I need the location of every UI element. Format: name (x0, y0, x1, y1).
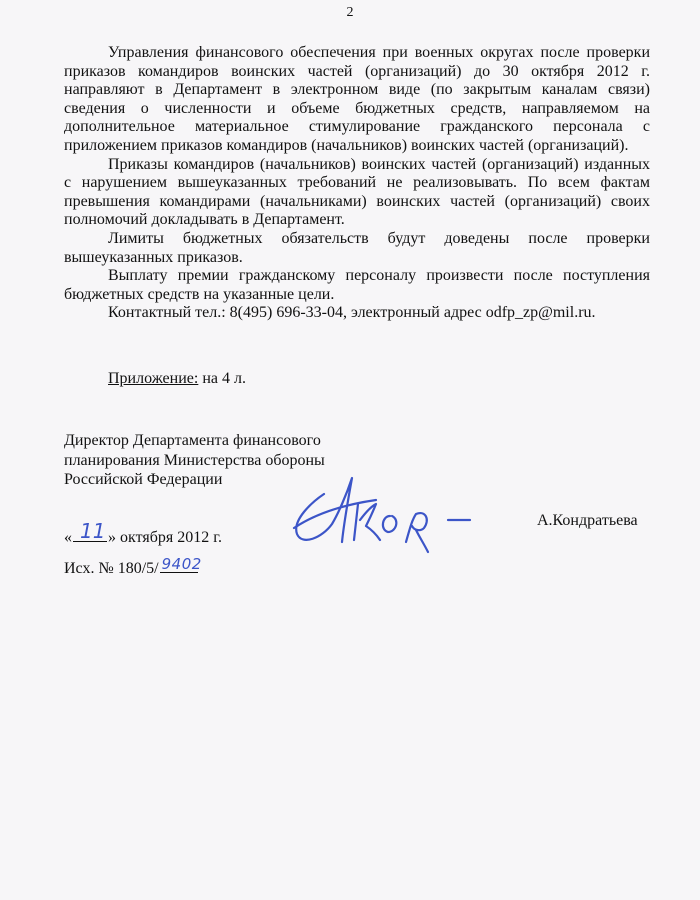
page-number: 2 (346, 5, 354, 20)
signatory-title-line-3: Российской Федерации (64, 471, 223, 488)
reference-prefix: Исх. № 180/5/ (64, 560, 159, 577)
paragraph-submission: Управления финансового обеспечения при военных округах после проверки приказов командиров воинских частей (организаций) до 30 октября 2012 г. направляют в Департамент в электронном виде (по закрытым каналам связи) сведения о численности и объеме бюджетных средств, направляемом на дополнительное материальное стимулирование гражданского персонала с приложением приказов командиров (начальников) воинских частей (организаций). (64, 44, 650, 154)
appendix-line (108, 370, 246, 388)
paragraph-bonus-payment: Выплату премии гражданскому персоналу произвести после поступления бюджетных средств на указанные цели. (64, 267, 650, 303)
date-month-year: октября 2012 г. (120, 529, 222, 546)
signatory-title-line-2: планирования Министерства обороны (64, 451, 325, 469)
handwritten-reference-number: 9402 (161, 555, 202, 573)
paragraph-orders: Приказы командиров (начальников) воинских частей (организаций) изданных с нарушением вышеуказанных требований не реализовывать. По всем фактам превышения командирами (начальниками) воинских частей (организаций) своих полномочий докладывать в Департамент. (64, 155, 650, 229)
paragraph-contact: Контактный тел.: 8(495) 696-33-04, электронный адрес odfp_zp@mil.ru. (108, 304, 596, 322)
paragraph-limits: Лимиты бюджетных обязательств будут доведены после проверки вышеуказанных приказов. (64, 229, 650, 266)
appendix-value: на 4 л. (202, 370, 246, 387)
handwritten-day: 11 (80, 519, 106, 543)
letter-body (64, 44, 650, 323)
signatory-title-line-1: Директор Департамента финансового (64, 432, 321, 449)
date-open-quote: « (64, 529, 72, 546)
date-line (64, 519, 222, 547)
date-close-quote: » (108, 529, 116, 546)
reference-number-field (160, 555, 202, 573)
date-day-field (73, 519, 107, 543)
signer-name: А.Кондратьева (537, 512, 638, 529)
outgoing-reference (64, 555, 202, 578)
handwritten-signature (288, 468, 488, 558)
signatory-block (64, 431, 325, 490)
appendix-label: Приложение: (108, 370, 199, 387)
